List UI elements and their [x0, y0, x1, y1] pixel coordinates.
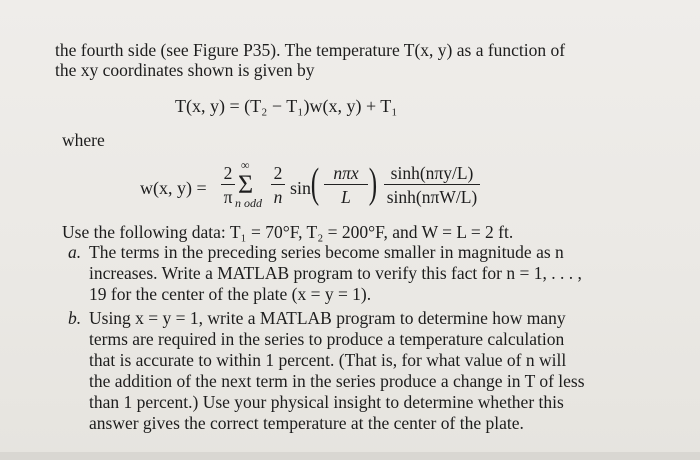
- intro-line-1: the fourth side (see Figure P35). The temperature T(x, y) as a function of: [55, 40, 566, 60]
- item-a-line-1: The terms in the preceding series become smaller in magnitude as n: [89, 242, 564, 262]
- where-label: where: [62, 130, 105, 150]
- sin-arg-denominator: L: [341, 187, 351, 207]
- sinh-numerator: sinh(nπy/L): [390, 163, 474, 183]
- data-line: Use the following data: T₁ = 70°F, T₂ = 200°F, and W = L = 2 ft.: [62, 222, 514, 242]
- item-b-line-3: that is accurate to within 1 percent. (That is, for what value of n will: [89, 350, 567, 370]
- item-b-label: b.: [68, 308, 82, 328]
- item-a-line-2: increases. Write a MATLAB program to verify this fact for n = 1, . . . ,: [89, 263, 582, 283]
- sin-arg-bar: [324, 184, 368, 185]
- frac-2-n-bar: [271, 184, 285, 185]
- sinh-ratio-bar: [384, 184, 480, 185]
- sum-upper-infinity: ∞: [241, 158, 250, 172]
- frac-pi-denominator: π: [223, 187, 233, 207]
- w-equation-lhs: w(x, y) =: [140, 178, 207, 198]
- frac-2-pi-bar: [221, 184, 235, 185]
- sum-lower-n-odd: n odd: [235, 196, 262, 210]
- item-b-line-6: answer gives the correct temperature at the center of the plate.: [89, 413, 524, 433]
- temperature-equation: T(x, y) = (T₂ − T₁)w(x, y) + T₁: [175, 96, 398, 116]
- frac-2n-numerator: 2: [273, 163, 283, 183]
- paren-open: (: [310, 161, 320, 207]
- page-bottom-edge: [0, 452, 700, 460]
- summation-sign: Σ: [238, 170, 254, 199]
- item-a-label: a.: [68, 242, 82, 262]
- frac-n-denominator: n: [273, 187, 283, 207]
- item-b-line-4: the addition of the next term in the series produce a change in T of less: [89, 371, 585, 391]
- sin-function: sin: [290, 178, 312, 198]
- paren-close: ): [368, 161, 378, 207]
- item-b-line-5: than 1 percent.) Use your physical insight to determine whether this: [89, 392, 564, 412]
- frac-2-numerator: 2: [223, 163, 233, 183]
- item-b-line-2: terms are required in the series to produce a temperature calculation: [89, 329, 565, 349]
- item-a-line-3: 19 for the center of the plate (x = y = 1).: [89, 284, 372, 304]
- sinh-denominator: sinh(nπW/L): [386, 187, 478, 207]
- item-b-line-1: Using x = y = 1, write a MATLAB program to determine how many: [89, 308, 566, 328]
- intro-line-2: the xy coordinates shown is given by: [55, 60, 315, 80]
- sin-arg-numerator: nπx: [333, 163, 359, 183]
